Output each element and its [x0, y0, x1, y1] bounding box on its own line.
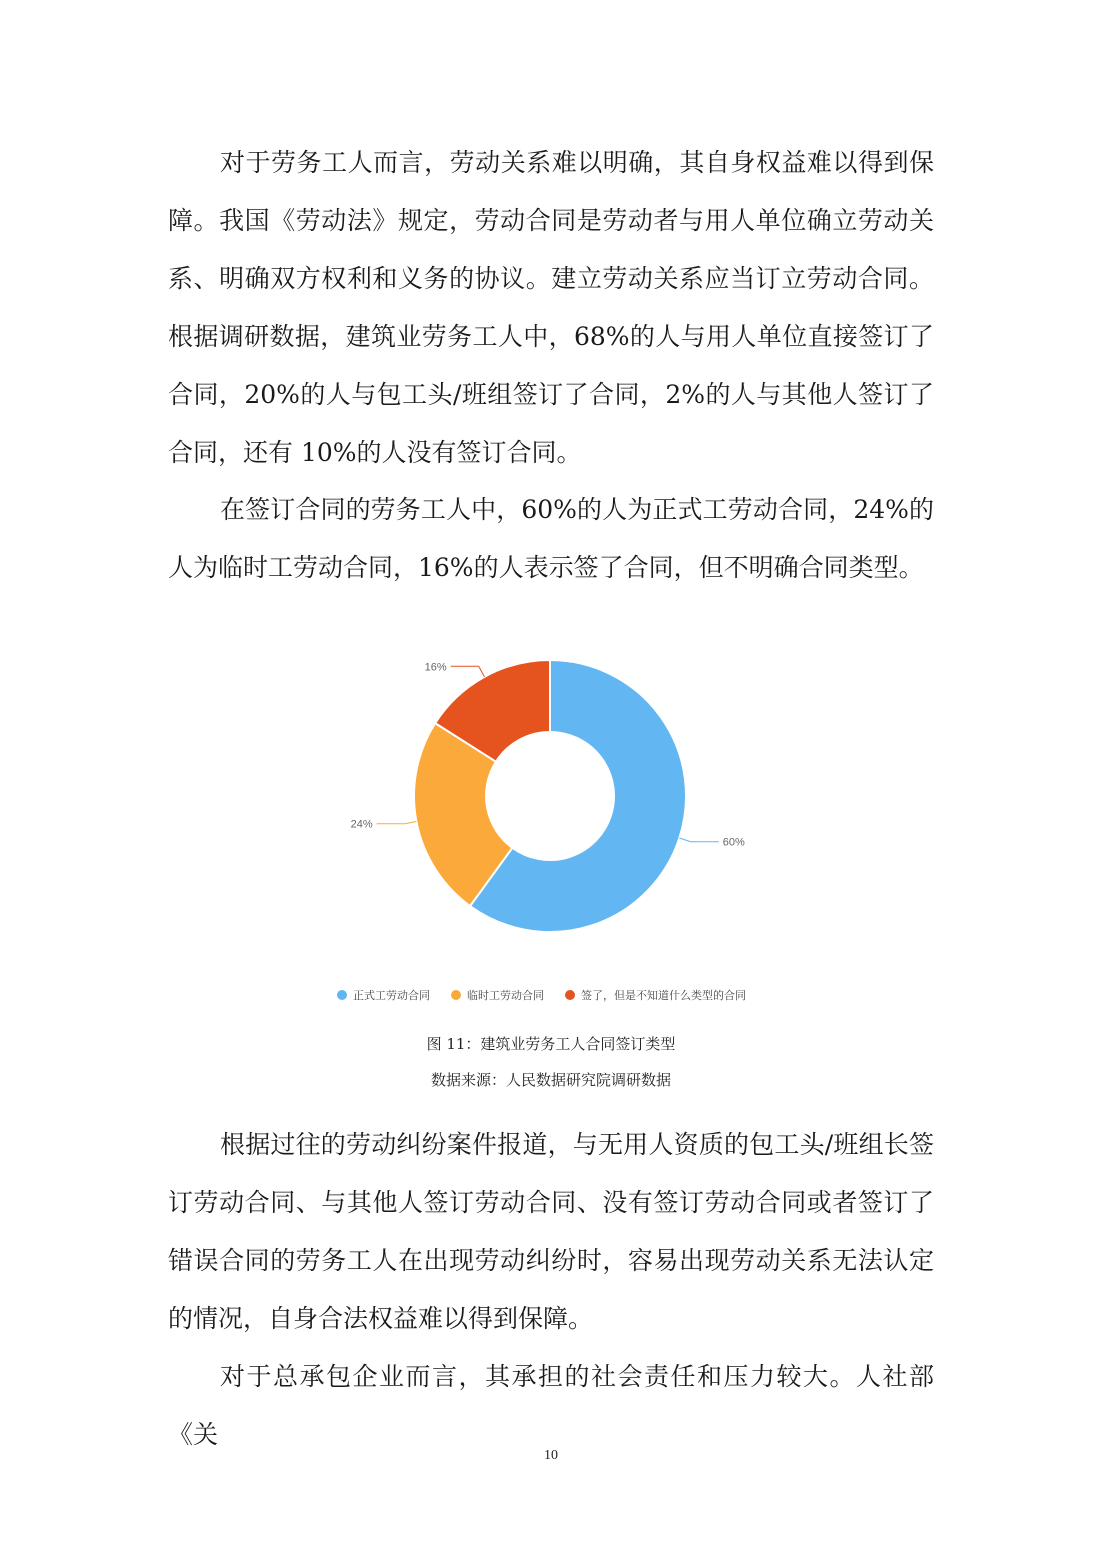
data-label-1: 24%: [350, 818, 373, 831]
legend-marker-2: [565, 990, 575, 1000]
legend-label-2: 签了，但是不知道什么类型的合同: [581, 989, 746, 1002]
leader-line-1: [377, 821, 417, 823]
figure-caption: 图 11：建筑业劳务工人合同签订类型: [426, 1035, 676, 1053]
paragraph-1: 对于劳务工人而言，劳动关系难以明确，其自身权益难以得到保障。我国《劳动法》规定，劳动合同是劳动者与用人单位确立劳动关系、明确双方权利和义务的协议。建立劳动关系应当订立劳动合同。根据调研数据，建筑业劳务工人中，68%的人与用人单位直接签订了合同，20%的人与包工头/班组签订了合同，2%的人与其他人签订了合同，还有 10%的人没有签订合同。: [168, 148, 934, 467]
leader-line-0: [679, 838, 718, 842]
legend-marker-0: [337, 990, 347, 1000]
legend-marker-1: [451, 990, 461, 1000]
legend-label-1: 临时工劳动合同: [467, 989, 544, 1002]
donut-chart: [300, 640, 800, 1020]
page-number: 10: [544, 1448, 558, 1463]
paragraph-3: 根据过往的劳动纠纷案件报道，与无用人资质的包工头/班组长签订劳动合同、与其他人签订劳动合同、没有签订劳动合同或者签订了错误合同的劳务工人在出现劳动纠纷时，容易出现劳动关系无法认定的情况，自身合法权益难以得到保障。: [168, 1130, 934, 1333]
legend-label-0: 正式工劳动合同: [353, 989, 430, 1002]
leader-line-2: [451, 666, 485, 677]
paragraph-4: 对于总承包企业而言，其承担的社会责任和压力较大。人社部《关: [168, 1362, 934, 1449]
paragraph-2: 在签订合同的劳务工人中，60%的人为正式工劳动合同，24%的人为临时工劳动合同，16%的人表示签了合同，但不明确合同类型。: [168, 495, 934, 582]
data-label-0: 60%: [722, 836, 745, 849]
data-label-2: 16%: [424, 661, 447, 674]
figure-source: 数据来源：人民数据研究院调研数据: [430, 1071, 671, 1089]
